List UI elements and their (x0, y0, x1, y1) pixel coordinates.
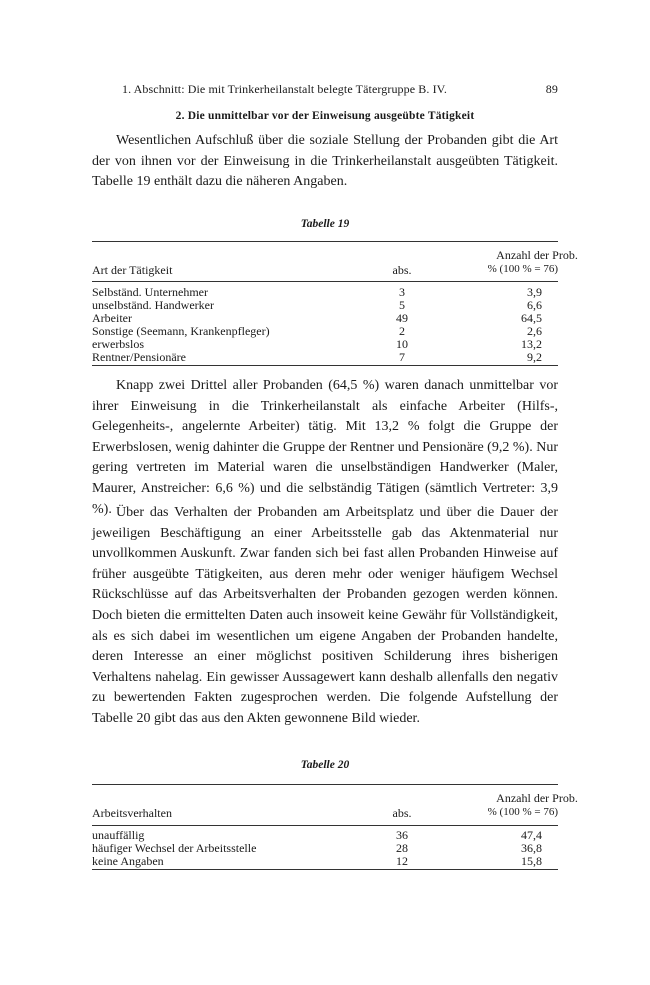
row-abs: 2 (399, 324, 405, 338)
table20-abs-header: abs. (392, 806, 412, 820)
page-number: 89 (545, 82, 558, 96)
paragraph-intro: Wesentlichen Aufschluß über die soziale Stellung der Probanden gibt die Art der von ihnen vor der Einweisung in die Trinkerheilanstalt ausgeübten Tätigkeit. Tabelle 19 enthält dazu die näheren Angaben. (92, 133, 558, 190)
row-pct: 3,9 (527, 285, 542, 299)
table-header-rule (92, 825, 558, 826)
row-abs: 7 (399, 350, 405, 364)
table20-caption: Tabelle 20 (300, 759, 350, 771)
row-pct: 36,8 (521, 841, 542, 855)
row-pct: 9,2 (527, 350, 542, 364)
row-category: Selbständ. Unternehmer (92, 285, 208, 299)
row-category: erwerbslos (92, 337, 144, 351)
running-head-title: 1. Abschnitt: Die mit Trinkerheilanstalt belegte Tätergruppe B. IV. (122, 82, 447, 96)
row-category: Rentner/Pensionäre (92, 350, 186, 364)
table19-caption: Tabelle 19 (300, 218, 350, 230)
table-top-rule (92, 241, 558, 242)
row-abs: 10 (396, 337, 408, 351)
section-title: 2. Die unmittelbar vor der Einweisung ausgeübte Tätigkeit (175, 110, 475, 122)
table-bottom-rule (92, 365, 558, 366)
row-category: unauffällig (92, 828, 145, 842)
table-row (92, 351, 558, 364)
table19-pct-header: % (100 % = 76) (487, 263, 558, 275)
row-abs: 36 (396, 828, 408, 842)
row-pct: 15,8 (521, 854, 542, 868)
row-category: Arbeiter (92, 311, 132, 325)
row-abs: 28 (396, 841, 408, 855)
table20 (92, 784, 578, 870)
row-abs: 5 (399, 298, 405, 312)
row-pct: 47,4 (521, 828, 542, 842)
table20-category-header: Arbeitsverhalten (92, 806, 172, 820)
table19-abs-header: abs. (392, 263, 412, 277)
table20-pct-header: % (100 % = 76) (487, 806, 558, 818)
table20-group-header: Anzahl der Prob. (496, 791, 578, 805)
row-category: häufiger Wechsel der Arbeitsstelle (92, 841, 257, 855)
table-row (92, 325, 558, 338)
running-head (122, 82, 558, 97)
table-header-rule (92, 281, 558, 282)
row-category: unselbständ. Handwerker (92, 298, 214, 312)
table19-category-header: Art der Tätigkeit (92, 263, 173, 277)
row-pct: 64,5 (521, 311, 542, 325)
row-pct: 2,6 (527, 324, 542, 338)
row-abs: 12 (396, 854, 408, 868)
paragraph-work-behaviour: Über das Verhalten der Probanden am Arbeitsplatz und über die Dauer der jeweiligen Beschäftigung an einer Arbeitsstelle gab das Aktenmaterial nur unvollkommen Auskunft. Zwar fanden sich bei fast allen Probanden Hinweise auf früher ausgeübte Tätigkeiten, aus deren mehr oder weniger häufigem Wechsel Rückschlüsse auf das Arbeitsverhalten der Probanden gezogen werden können. Doch bieten die ermittelten Daten auch insoweit keine Gewähr für Vollständigkeit, als es sich dabei im wesentlichen um eigene Angaben der Probanden handelte, deren Interesse an einer möglichst positiven Schilderung ihres bisherigen Verhaltens nahelag. Ein gewisser Aussagewert kann deshalb allenfalls den negativ zu bewertenden Fakten zugesprochen werden. Die folgende Aufstellung der Tabelle 20 gibt das aus den Akten gewonnene Bild wieder. (92, 505, 558, 726)
paragraph-results: Knapp zwei Drittel aller Probanden (64,5 %) waren danach unmittelbar vor ihrer Einweisung in die Trinkerheilanstalt als einfache Arbeiter (Hilfs-, Gelegenheits-, angelernte Arbeiter) tätig. Mit 13,2 % folgt die Gruppe der Erwerbslosen, wenig dahinter die Gruppe der Rentner und Pensionäre (9,2 %). Nur gering vertreten im Material waren die unselbständigen Handwerker (Maler, Maurer, Anstreicher: 6,6 %) und die selbständig Tätigen (sämtlich Vertreter: 3,9 %). (92, 378, 558, 517)
table-row (92, 299, 558, 312)
table-row (92, 855, 558, 868)
table19 (92, 241, 578, 366)
table-bottom-rule (92, 869, 558, 870)
row-pct: 13,2 (521, 337, 542, 351)
table19-group-header: Anzahl der Prob. (496, 248, 578, 262)
row-pct: 6,6 (527, 298, 542, 312)
row-abs: 3 (399, 285, 405, 299)
table-top-rule (92, 784, 558, 785)
row-abs: 49 (396, 311, 408, 325)
row-category: keine Angaben (92, 854, 164, 868)
row-category: Sonstige (Seemann, Krankenpfleger) (92, 324, 270, 338)
